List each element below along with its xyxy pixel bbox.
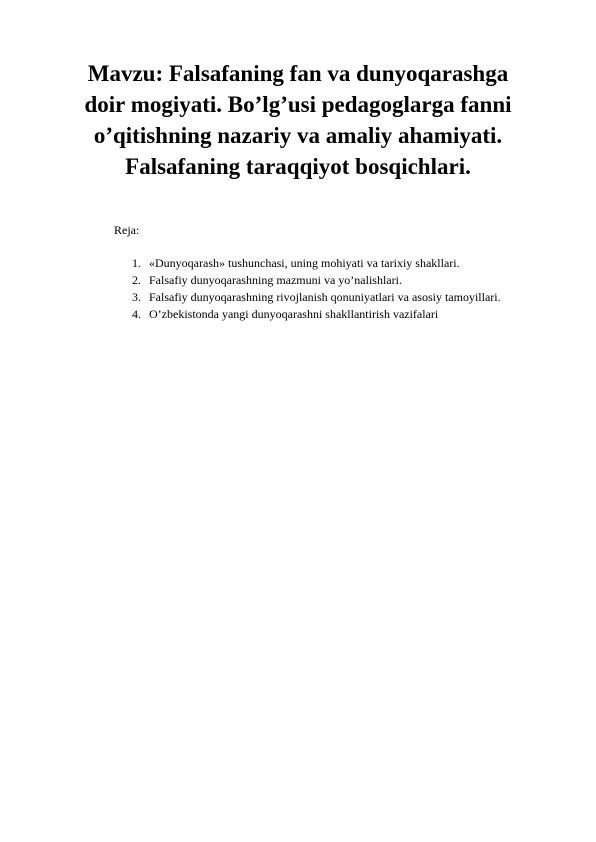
document-title: Mavzu: Falsafaning fan va dunyoqarashga doir mogiyati. Bo’lg’usi pedagoglarga fanni o’qitishning nazariy va amaliy ahamiyati. Falsafaning taraqqiyot bosqichlari. — [84, 61, 512, 179]
plan-item-text: Falsafiy dunyoqarashning rivojlanish qonuniyatlari va asosiy tamoyillari. — [149, 290, 501, 304]
plan-item-text: Falsafiy dunyoqarashning mazmuni va yo’nalishlari. — [149, 273, 402, 287]
plan-item-number: 4. — [132, 307, 141, 321]
plan-item — [132, 255, 552, 272]
plan-item — [132, 272, 552, 289]
plan-item-number: 1. — [132, 256, 141, 270]
plan-item-text: «Dunyoqarash» tushunchasi, uning mohiyati va tarixiy shakllari. — [149, 256, 460, 270]
plan-label: Reja: — [114, 223, 140, 237]
plan-item-number: 2. — [132, 273, 141, 287]
plan-item-text: O’zbekistonda yangi dunyoqarashni shakllantirish vazifalari — [149, 307, 439, 321]
plan-item — [132, 306, 552, 323]
plan-list — [132, 255, 552, 323]
plan-item-number: 3. — [132, 290, 141, 304]
plan-item — [132, 289, 552, 306]
